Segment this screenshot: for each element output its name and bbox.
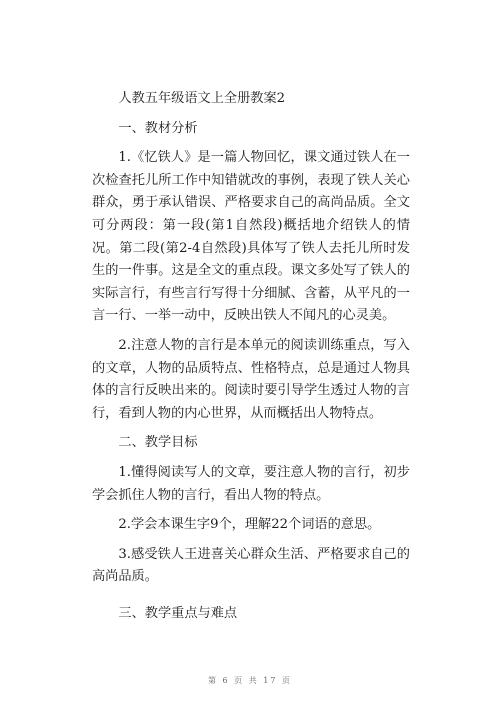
section-heading-teaching-goals: 二、教学目标 xyxy=(118,435,198,451)
goal-item-1: 1.懂得阅读写人的文章，要注意人物的言行，初步学会抓住人物的言行，看出人物的特点。 xyxy=(92,464,410,503)
document-title: 人教五年级语文上全册教案2 xyxy=(118,91,286,106)
section-heading-textbook-analysis: 一、教材分析 xyxy=(118,120,198,136)
paragraph-analysis-1: 1.《忆铁人》是一篇人物回忆，课文通过铁人在一次检查托儿所工作中知错就改的事例，表现了铁人关心群众，勇于承认错误、严格要求自己的高尚品质。全文可分两段：第一段(第1自然段)概括地介绍铁人的情况。第二段(第2-4自然段)具体写了铁人去托儿所时发生的一件事。这是全文的重点段。课文多处写了铁人的实际言行，有些言行写得十分细腻、含蓄，从平凡的一言一行、一举一动中，反映出铁人不闻凡的心灵美。 xyxy=(92,150,410,324)
page-number-footer: 第 6 页 共 17 页 xyxy=(208,676,292,685)
goal-item-3: 3.感受铁人王进喜关心群众生活、严格要求自己的高尚品质。 xyxy=(92,546,410,585)
document-body xyxy=(92,88,410,625)
paragraph-analysis-2: 2.注意人物的言行是本单元的阅读训练重点，写入的文章，人物的品质特点、性格特点，总是通过人物具体的言行反映出来的。阅读时要引导学生透过人物的言行，看到人物的内心世界，从而概括出人物特点。 xyxy=(92,337,410,421)
section-heading-key-points: 三、教学重点与难点 xyxy=(118,605,238,621)
goal-item-2: 2.学会本课生字9个，理解22个词语的意思。 xyxy=(118,517,381,533)
